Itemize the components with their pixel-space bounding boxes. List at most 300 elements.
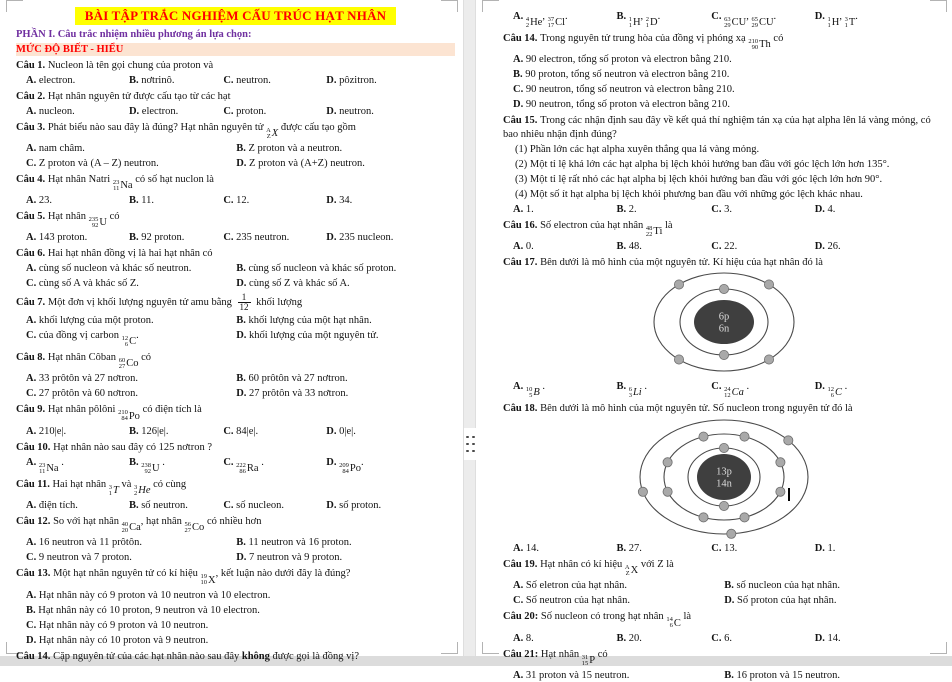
answer-option[interactable]: D. 0|e|. [326, 425, 455, 439]
question [503, 558, 944, 608]
answer-option[interactable]: C. 24 12 Ca . [711, 380, 814, 400]
answer-option[interactable]: B. 16 proton và 15 neutron. [724, 669, 944, 682]
question-text: Câu 14. Trong nguyên tử trung hòa của đồng vị phóng xạ 210 90 Th có [503, 32, 944, 52]
answer-option[interactable]: A. 10 5 B . [513, 380, 616, 400]
answer-option[interactable]: D. 209 84 Po . [326, 456, 455, 476]
option-letter: A. [26, 457, 36, 468]
option-letter: A. [513, 381, 523, 392]
question-number: Câu 14. [503, 33, 540, 44]
options-group [16, 454, 455, 475]
option-letter: D. [129, 106, 139, 117]
nuclide-notation: 4 2 He [526, 16, 543, 30]
question-text: Câu 16. Số electron của hạt nhân 48 22 Ti là [503, 219, 944, 239]
option-letter: B. [26, 605, 36, 616]
option-letter: B. [724, 580, 734, 591]
answer-option[interactable]: C. 84|e|. [223, 425, 326, 439]
option-letter: C. [513, 595, 523, 606]
document-page-2 [476, 0, 952, 656]
option-letter: A. [26, 426, 36, 437]
option-letter: C. [711, 543, 721, 554]
answer-option[interactable]: C. Số neutron của hạt nhân. [513, 594, 724, 608]
question-number: Câu 15. [503, 115, 540, 126]
nuclide-notation: 24 12 Ca [724, 386, 744, 400]
answer-option[interactable]: D. 26. [815, 240, 944, 254]
option-letter: D. [326, 232, 336, 243]
statement: (2) Một tỉ lệ khá lớn các hạt alpha bị lệch khỏi hướng ban đầu với góc lệch lớn hơn 135°. [503, 158, 944, 172]
nuclide-notation: 238 92 U [141, 462, 159, 476]
question-number: Câu 9. [16, 404, 48, 415]
question-text: Câu 4. Hạt nhân Natri 23 11 Na có số hạt nuclon là [16, 173, 455, 193]
answer-option[interactable]: A. 16 neutron và 11 prôtôn. [26, 536, 236, 550]
nuclide-notation: 19 10 X [200, 574, 215, 588]
answer-option[interactable]: A. nucleon. [26, 105, 129, 119]
answer-option[interactable]: A. điện tích. [26, 499, 129, 513]
question [503, 219, 944, 254]
question [16, 59, 455, 88]
answer-option[interactable]: A. 14. [513, 542, 616, 556]
option-letter: B. [236, 143, 246, 154]
question [16, 293, 455, 348]
options-group [16, 261, 455, 291]
answer-option[interactable]: D. pôzitron. [326, 74, 455, 88]
option-letter: D. [26, 635, 36, 646]
document-page-1 [0, 0, 463, 656]
question [16, 478, 455, 513]
option-letter: A. [513, 54, 523, 65]
question-number: Câu 4. [16, 174, 48, 185]
option-letter: A. [513, 204, 523, 215]
answer-option[interactable]: B. 11. [129, 194, 223, 208]
question-number: Câu 2. [16, 91, 48, 102]
options-group [16, 498, 455, 513]
question-number: Câu 19. [503, 559, 540, 570]
answer-option[interactable]: A. 143 proton. [26, 231, 129, 245]
answer-option[interactable]: A. 33 prôtôn và 27 nơtron. [26, 372, 236, 386]
question [16, 650, 455, 664]
option-letter: C. [711, 633, 721, 644]
answer-option[interactable]: D. 4. [815, 203, 944, 217]
option-letter: C. [223, 426, 233, 437]
nuclide-notation: 12 6 C [122, 335, 137, 349]
page-divider [463, 0, 476, 656]
question-text: Câu 18. Bên dưới là mô hình của một nguyên tử. Số nucleon trong nguyên tử đó là [503, 402, 944, 416]
part-heading: PHẦN I. Câu trắc nhiệm nhiều phương án lựa chọn: [16, 28, 455, 42]
nuclide-notation: 60 27 Co [119, 357, 139, 371]
nuclide-notation: 23 11 Na [113, 179, 133, 193]
nuclide-notation: 210 90 Th [748, 38, 770, 52]
answer-option[interactable]: C. 63 29 CU , 65 29 CU . [711, 10, 814, 30]
nuclide-notation: 1 1 H [629, 16, 641, 30]
option-letter: C. [711, 241, 721, 252]
option-letter: B. [129, 457, 139, 468]
question [16, 441, 455, 476]
answer-option[interactable]: B. cùng số nucleon và khác số proton. [236, 262, 455, 276]
option-letter: C. [26, 388, 36, 399]
option-letter: C. [223, 106, 233, 117]
question [16, 121, 455, 171]
option-letter: A. [513, 580, 523, 591]
option-letter: D. [815, 11, 825, 22]
options-group [16, 371, 455, 401]
question [503, 114, 944, 216]
question-text: Câu 21: Hạt nhân 31 15 P có [503, 648, 944, 668]
option-letter: C. [223, 232, 233, 243]
answer-option[interactable]: C. 90 neutron, tổng số neutron và electron bằng 210. [513, 83, 944, 97]
option-letter: B. [616, 543, 626, 554]
question-text: Câu 7. Một đơn vị khối lượng nguyên tử amu bằng $\frac{1}{12}$ khối lượng [16, 293, 455, 312]
nuclide-notation: 65 29 CU [751, 16, 773, 30]
nuclide-notation: 31 15 P [582, 654, 595, 668]
question-number: Câu 20: [503, 611, 541, 622]
question-text: Câu 5. Hạt nhân 235 92 U có [16, 210, 455, 230]
option-letter: D. [326, 500, 336, 511]
nuclide-notation: 235 92 U [89, 216, 107, 230]
question-text: Câu 17. Bên dưới là mô hình của một nguyên tử. Kí hiệu của hạt nhân đó là [503, 256, 944, 270]
question-number: Câu 10. [16, 442, 53, 453]
questions-column-2 [503, 8, 944, 682]
answer-option[interactable]: B. 6 3 Li . [616, 380, 711, 400]
svg-text:6n: 6n [718, 324, 729, 335]
answer-option[interactable]: C. 12. [223, 194, 326, 208]
answer-option[interactable]: B. 11 neutron và 16 proton. [236, 536, 455, 550]
question-text: Câu 15. Trong các nhận định sau đây về kết quả thí nghiệm tán xạ của hạt alpha lên lá vàng mỏng, có bao nhiêu nhận định đúng? [503, 114, 944, 141]
answer-option[interactable]: C. số nucleon. [223, 499, 326, 513]
answer-option[interactable]: B. số neutron. [129, 499, 223, 513]
answer-option[interactable]: B. 238 92 U . [129, 456, 223, 476]
option-letter: C. [223, 75, 233, 86]
atom-model-image[interactable] [503, 270, 944, 377]
question [16, 247, 455, 291]
option-letter: C. [711, 381, 721, 392]
answer-option[interactable]: D. Hạt nhân này có 10 proton và 9 neutron. [26, 634, 455, 648]
answer-option[interactable]: B. số nucleon của hạt nhân. [724, 579, 944, 593]
svg-text:14n: 14n [716, 478, 733, 489]
option-letter: C. [26, 278, 36, 289]
options-group [16, 193, 455, 208]
option-letter: B. [616, 381, 626, 392]
option-letter: C. [26, 552, 36, 563]
option-letter: A. [26, 500, 36, 511]
statement: (1) Phần lớn các hạt alpha xuyên thẳng qua lá vàng mỏng. [503, 143, 944, 157]
answer-option[interactable]: B. 126|e|. [129, 425, 223, 439]
options-group [16, 103, 455, 118]
answer-option[interactable]: D. 1 1 H , 3 1 T . [815, 10, 944, 30]
option-letter: B. [616, 204, 626, 215]
options-group [16, 423, 455, 438]
statement: (4) Một số ít hạt alpha bị lệch khỏi phương ban đầu với những góc lệch khác nhau. [503, 188, 944, 202]
nuclide-notation: 56 27 Co [185, 521, 205, 535]
nuclide-notation: 23 11 Na [39, 462, 59, 476]
answer-option[interactable]: D. Số proton của hạt nhân. [724, 594, 944, 608]
answer-option[interactable]: B. 1 1 H , 2 1 D . [616, 10, 711, 30]
nuclide-notation: A Z X [266, 127, 278, 141]
options-group [503, 201, 944, 216]
question-number: Câu 14. [16, 651, 53, 662]
option-letter: D. [236, 278, 246, 289]
option-letter: A. [26, 232, 36, 243]
nuclide-notation: 210 84 Po [118, 410, 140, 424]
level-heading-band [16, 43, 455, 57]
option-letter: A. [26, 537, 36, 548]
option-letter: B. [616, 11, 626, 22]
answer-option[interactable]: B. 92 proton. [129, 231, 223, 245]
option-letter: B. [513, 69, 523, 80]
option-letter: B. [129, 500, 139, 511]
question [503, 402, 944, 556]
answer-option[interactable]: A. 23. [26, 194, 129, 208]
nuclide-notation: 3 2 He [134, 484, 151, 498]
question-text: Câu 12. So với hạt nhân 40 20 Ca , hạt nhân 56 27 Co có nhiều hơn [16, 515, 455, 535]
nuclide-notation: 48 22 Ti [646, 225, 662, 239]
option-letter: D. [326, 106, 336, 117]
option-letter: B. [724, 670, 734, 681]
option-letter: B. [129, 75, 139, 86]
answer-option[interactable]: B. 60 prôtôn và 27 nơtron. [236, 372, 455, 386]
answer-option[interactable]: C. 3. [711, 203, 814, 217]
answer-option[interactable]: A. Số eletron của hạt nhân. [513, 579, 724, 593]
option-letter: A. [513, 670, 523, 681]
question [503, 256, 944, 400]
answer-option[interactable]: C. 235 neutron. [223, 231, 326, 245]
atom-diagram-svg [624, 270, 824, 374]
question [16, 567, 455, 647]
answer-option[interactable]: D. 235 nucleon. [326, 231, 455, 245]
options-group [503, 238, 944, 253]
question-text: Câu 8. Hạt nhân Côban 60 27 Co có [16, 351, 455, 371]
option-letter: A. [26, 106, 36, 117]
option-letter: D. [236, 330, 246, 341]
option-letter: D. [513, 99, 523, 110]
option-letter: B. [236, 373, 246, 384]
question [16, 403, 455, 438]
fraction: $\frac{1}{12}$ [238, 293, 251, 312]
answer-option[interactable]: C. cùng số A và khác số Z. [26, 277, 236, 291]
options-group [16, 589, 455, 648]
answer-option[interactable]: B. 2. [616, 203, 711, 217]
option-letter: C. [26, 330, 36, 341]
answer-option[interactable]: C. 6. [711, 632, 814, 646]
question-number: Câu 16. [503, 220, 540, 231]
question [16, 90, 455, 119]
question-number: Câu 11. [16, 479, 52, 490]
option-letter: C. [711, 11, 721, 22]
options-group [16, 312, 455, 348]
answer-option[interactable]: A. 210|e|. [26, 425, 129, 439]
option-letter: D. [815, 543, 825, 554]
answer-option[interactable]: C. 13. [711, 542, 814, 556]
question-text: Câu 3. Phát biểu nào sau đây là đúng? Hạt nhân nguyên tử A Z X được cấu tạo gồm [16, 121, 455, 141]
answer-option[interactable]: C. 9 neutron và 7 proton. [26, 551, 236, 565]
nuclide-notation: 63 29 CU [724, 16, 746, 30]
nuclide-notation: 209 84 Po [339, 462, 361, 476]
option-letter: D. [815, 204, 825, 215]
answer-option[interactable]: B. Z proton và a neutron. [236, 142, 455, 156]
answer-option[interactable]: D. electron. [129, 105, 223, 119]
answer-option[interactable]: B. 27. [616, 542, 711, 556]
question-number: Câu 6. [16, 248, 48, 259]
answer-option[interactable]: D. cùng số Z và khác số A. [236, 277, 455, 291]
answer-option[interactable]: C. Z proton và (A – Z) neutron. [26, 157, 236, 171]
svg-text:6p: 6p [718, 312, 729, 323]
bold-text: không [242, 651, 270, 662]
svg-text:13p: 13p [716, 466, 732, 477]
question-text: Câu 1. Nucleon là tên gọi chung của proton và [16, 59, 455, 73]
options-group [16, 535, 455, 565]
answer-option[interactable]: D. 1. [815, 542, 944, 556]
nuclide-notation: A Z X [625, 564, 638, 578]
question [503, 32, 944, 112]
answer-option[interactable]: A. 1. [513, 203, 616, 217]
question-text: Câu 14. Cặp nguyên tử của các hạt nhân nào sau đây không được gọi là đồng vị? [16, 650, 455, 664]
question-number: Câu 7. [16, 297, 48, 308]
question-text: Câu 10. Hạt nhân nào sau đây có 125 nơtron ? [16, 441, 455, 455]
question-text: Câu 13. Một hạt nhân nguyên tử có kí hiệu 19 10 X , kết luận nào dưới đây là đúng? [16, 567, 455, 587]
answer-option[interactable]: D. khối lượng của một nguyên tử. [236, 329, 455, 349]
nuclide-notation: 10 5 B [526, 386, 540, 400]
option-letter: B. [129, 426, 139, 437]
question-text: Câu 9. Hạt nhân pôlôni 210 84 Po có điện tích là [16, 403, 455, 423]
atom-model-image[interactable] [503, 417, 944, 540]
question-number: Câu 5. [16, 211, 48, 222]
option-letter: B. [616, 633, 626, 644]
answer-option[interactable]: A. cùng số nucleon và khác số neutron. [26, 262, 236, 276]
option-letter: A. [26, 315, 36, 326]
answer-option[interactable]: B. Hạt nhân này có 10 proton, 9 neutron và 10 electron. [26, 604, 455, 618]
question-number: Câu 3. [16, 122, 48, 133]
option-letter: D. [236, 388, 246, 399]
question-text: Câu 11. Hai hạt nhân 3 1 T và 3 2 He có cùng [16, 478, 455, 498]
options-group [503, 578, 944, 608]
question [16, 351, 455, 401]
option-letter: A. [513, 633, 523, 644]
level-heading: MỨC ĐỘ BIẾT - HIỂU [16, 44, 123, 55]
option-letter: C. [223, 457, 233, 468]
atom-diagram-svg [618, 417, 830, 537]
option-letter: C. [26, 158, 36, 169]
option-letter: D. [236, 158, 246, 169]
question [503, 648, 944, 682]
nuclide-notation: 3 1 T [109, 484, 119, 498]
answer-option[interactable]: B. 90 proton, tổng số neutron và electron bằng 210. [513, 68, 944, 82]
option-letter: D. [326, 75, 336, 86]
option-letter: A. [26, 195, 36, 206]
answer-option[interactable]: A. 31 proton và 15 neutron. [513, 669, 724, 682]
answer-option[interactable]: C. Hạt nhân này có 9 proton và 10 neutron. [26, 619, 455, 633]
answer-option[interactable]: D. 34. [326, 194, 455, 208]
nuclide-notation: 3 1 T [845, 16, 856, 30]
option-letter: B. [129, 232, 139, 243]
option-letter: B. [616, 241, 626, 252]
answer-option[interactable]: D. 7 neutron và 9 proton. [236, 551, 455, 565]
option-letter: A. [513, 11, 523, 22]
option-letter: C. [513, 84, 523, 95]
question-text: Câu 2. Hạt nhân nguyên tử được cấu tạo từ các hạt [16, 90, 455, 104]
question [503, 8, 944, 29]
nuclide-notation: 40 20 Ca [122, 521, 141, 535]
answer-option[interactable]: A. khối lượng của một proton. [26, 314, 236, 328]
answer-option[interactable]: A. 8. [513, 632, 616, 646]
option-letter: C. [711, 204, 721, 215]
option-letter: D. [815, 633, 825, 644]
option-letter: B. [236, 537, 246, 548]
options-group [16, 72, 455, 87]
statement: (3) Một tỉ lệ rất nhỏ các hạt alpha bị lệch khỏi hướng ban đầu với góc lệch lớn hơn 90°. [503, 173, 944, 187]
option-letter: C. [223, 500, 233, 511]
answer-option[interactable]: A. electron. [26, 74, 129, 88]
answer-option[interactable]: C. neutron. [223, 74, 326, 88]
answer-option[interactable]: A. nam châm. [26, 142, 236, 156]
option-letter: B. [236, 263, 246, 274]
nuclide-notation: 2 1 D [646, 16, 658, 30]
question-text: Câu 19. Hạt nhân có kí hiệu A Z X với Z là [503, 558, 944, 578]
answer-option[interactable]: D. neutron. [326, 105, 455, 119]
option-letter: D. [815, 241, 825, 252]
answer-option[interactable]: D. số proton. [326, 499, 455, 513]
answer-option[interactable]: A. 23 11 Na . [26, 456, 129, 476]
answer-option[interactable]: D. 27 prôtôn và 33 nơtron. [236, 387, 455, 401]
nuclide-notation: 14 6 C [666, 617, 681, 631]
question-text: Câu 6. Hai hạt nhân đồng vị là hai hạt nhân có [16, 247, 455, 261]
options-group [503, 378, 944, 399]
option-letter: A. [513, 543, 523, 554]
answer-option[interactable]: D. Z proton và (A+Z) neutron. [236, 157, 455, 171]
answer-option[interactable]: C. 27 prôtôn và 60 nơtron. [26, 387, 236, 401]
answer-option[interactable]: C. của đồng vị carbon 12 6 C . [26, 329, 236, 349]
question [16, 210, 455, 245]
nuclide-notation: 6 3 Li [629, 386, 642, 400]
answer-option[interactable]: C. 222 86 Ra . [223, 456, 326, 476]
option-letter: A. [513, 241, 523, 252]
answer-option[interactable]: A. 0. [513, 240, 616, 254]
option-letter: A. [26, 590, 36, 601]
answer-option[interactable]: B. khối lượng của một hạt nhân. [236, 314, 455, 328]
option-letter: D. [724, 595, 734, 606]
answer-option[interactable]: C. proton. [223, 105, 326, 119]
option-letter: D. [326, 457, 336, 468]
options-group [503, 8, 944, 29]
option-letter: A. [26, 263, 36, 274]
options-group [503, 667, 944, 682]
question-number: Câu 18. [503, 403, 540, 414]
answer-option[interactable]: A. 90 electron, tổng số proton và electron bằng 210. [513, 53, 944, 67]
options-group [16, 140, 455, 170]
question-number: Câu 17. [503, 257, 540, 268]
answer-option[interactable]: D. 90 neutron, tổng số proton và electron bằng 210. [513, 98, 944, 112]
answer-option[interactable]: B. nơtrinô. [129, 74, 223, 88]
option-letter: A. [26, 75, 36, 86]
question-number: Câu 1. [16, 60, 48, 71]
answer-option[interactable]: C. 22. [711, 240, 814, 254]
nuclide-notation: 12 6 C [828, 386, 843, 400]
question-number: Câu 8. [16, 352, 48, 363]
option-letter: D. [815, 381, 825, 392]
answer-option[interactable]: B. 48. [616, 240, 711, 254]
question-text: Câu 20: Số nucleon có trong hạt nhân 14 6 C là [503, 610, 944, 630]
option-letter: B. [236, 315, 246, 326]
answer-option[interactable]: B. 20. [616, 632, 711, 646]
option-letter: A. [26, 373, 36, 384]
option-letter: C. [223, 195, 233, 206]
answer-option[interactable]: D. 12 6 C . [815, 380, 944, 400]
question [16, 173, 455, 208]
option-letter: A. [26, 143, 36, 154]
answer-option[interactable]: A. 4 2 He , 37 17 Cl . [513, 10, 616, 30]
option-letter: D. [326, 195, 336, 206]
answer-option[interactable]: D. 14. [815, 632, 944, 646]
nuclide-notation: 222 86 Ra [236, 462, 258, 476]
answer-option[interactable]: A. Hạt nhân này có 9 proton và 10 neutron và 10 electron. [26, 589, 455, 603]
nuclide-notation: 37 17 Cl [548, 16, 565, 30]
